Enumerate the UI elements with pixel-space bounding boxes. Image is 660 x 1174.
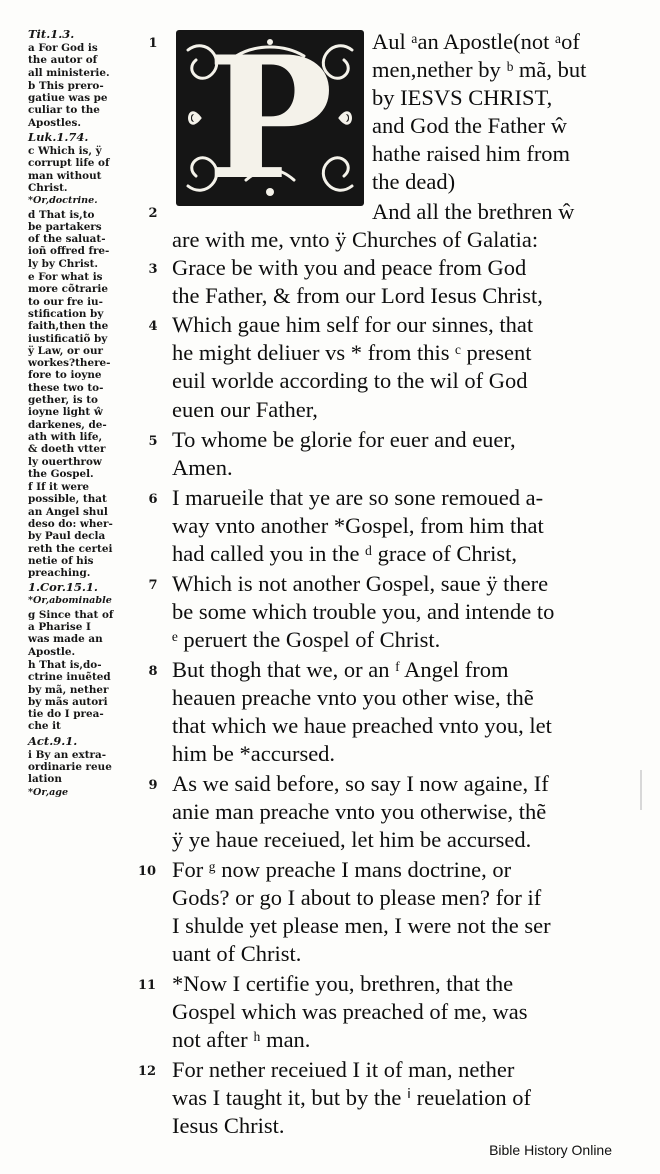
- verse-number: 11: [137, 978, 157, 993]
- text-line: heauen preache vnto you other wise, thẽ: [172, 685, 534, 710]
- text-line: was I taught it, but by the ⁱ reuelation of: [172, 1085, 531, 1110]
- note-reference: Tit.1.3.: [28, 27, 75, 41]
- verse-number: 7: [148, 578, 158, 593]
- marginal-notes: [28, 26, 142, 800]
- marginal-note: c Which is, ÿ corrupt life of man without Christ.: [28, 145, 110, 194]
- verse-number: 8: [148, 664, 158, 679]
- marginal-note: g Since that of a Pharise I was made an Apostle.: [28, 608, 114, 658]
- text-line: and God the Father ŵ: [372, 113, 567, 138]
- text-line: ÿ ye haue receiued, let him be accursed.: [172, 827, 532, 852]
- text-line: Grace be with you and peace from God: [172, 255, 527, 280]
- text-line: For nether receiued I it of man, nether: [172, 1057, 515, 1082]
- verse-number: 12: [137, 1064, 157, 1079]
- text-line: men,nether by ᵇ mã, but: [372, 57, 587, 82]
- marginal-note: e For what is more cõtrarie to our fre iu- stification by faith,then the iustificatiõ by ÿ Law, or our workes?there- fore to ioyne these two to- gether, is to ioyne light ŵ darkenes, de- ath with life, & doeth vtter ly ouerthrow the Gospel.: [28, 271, 111, 480]
- initial-letter: P: [206, 19, 334, 217]
- verse-number: 9: [148, 778, 158, 793]
- decorated-initial: [176, 19, 364, 217]
- verse-number: 3: [148, 262, 158, 277]
- text-line: uant of Christ.: [172, 941, 302, 966]
- scan-mark: [640, 770, 642, 810]
- text-line: Which gaue him self for our sinnes, that: [172, 312, 534, 337]
- text-line: Iesus Christ.: [172, 1113, 285, 1138]
- note-reference: 1.Cor.15.1.: [28, 580, 98, 595]
- text-line: Gospel which was preached of me, was: [172, 999, 528, 1024]
- text-line: I shulde yet please men, I were not the ser: [172, 913, 551, 938]
- text-line: As we said before, so say I now againe, If: [172, 771, 549, 796]
- text-line: For ᵍ now preache I mans doctrine, or: [172, 857, 512, 882]
- text-line: not after ʰ man.: [172, 1027, 311, 1052]
- marginal-note: d That is,to be partakers of the saluat- ioñ offred fre- ly by Christ.: [28, 208, 110, 270]
- text-line: *Now I certifie you, brethren, that the: [172, 971, 514, 996]
- note-reference: Luk.1.74.: [28, 130, 89, 145]
- text-line: way vnto another *Gospel, from him that: [172, 513, 544, 538]
- verse-number: 10: [137, 864, 157, 879]
- text-line: Which is not another Gospel, saue ÿ there: [172, 571, 549, 596]
- note-reference: Act.9.1.: [28, 733, 78, 748]
- text-line: Amen.: [172, 455, 233, 480]
- text-line: euen our Father,: [172, 397, 318, 422]
- text-line: that which we haue preached vnto you, let: [172, 713, 552, 738]
- marginal-note: b This prero- gatiue was pe culiar to the Apostles.: [28, 79, 108, 129]
- verse-number: 4: [148, 319, 158, 334]
- watermark: Bible History Online: [489, 1142, 612, 1158]
- verse-number: 2: [148, 206, 158, 221]
- marginal-note: h That is,do- ctrine inuẽted by mã, nether by mãs autori tie do I prea- che it: [28, 658, 111, 733]
- marginal-note: *Or,age: [28, 786, 69, 798]
- text-line: And all the brethren ŵ: [372, 199, 575, 224]
- text-line: anie man preache vnto you otherwise, thẽ: [172, 799, 547, 824]
- marginal-note: *Or,abominable: [28, 595, 112, 607]
- text-line: by IESVS CHRIST,: [372, 85, 553, 110]
- text-line: the dead): [372, 169, 456, 194]
- marginal-note: f If it were possible, that an Angel shul deso do: wher- by Paul decla reth the certei netie of his preaching.: [28, 481, 113, 580]
- text-line: be some which trouble you, and intende to: [172, 599, 555, 624]
- text-line: To whome be glorie for euer and euer,: [172, 427, 516, 452]
- verse-number: 6: [148, 492, 158, 507]
- text-line: ᵉ peruert the Gospel of Christ.: [172, 627, 441, 652]
- text-line: I marueile that ye are so sone remoued a-: [172, 485, 544, 510]
- text-line: But thogh that we, or an ᶠ Angel from: [172, 657, 509, 682]
- marginal-note: a For God is the autor of all ministerie.: [28, 42, 110, 79]
- text-line: had called you in the ᵈ grace of Christ,: [172, 541, 518, 566]
- marginal-note: i By an extra- ordinarie reue lation: [28, 748, 112, 786]
- text-line: Aul ᵃan Apostle(not ᵃof: [372, 29, 580, 54]
- text-line: the Father, & from our Lord Iesus Christ,: [172, 283, 543, 308]
- text-line: euil worlde according to the wil of God: [172, 368, 528, 393]
- text-line: him be *accursed.: [172, 741, 336, 766]
- text-line: are with me, vnto ÿ Churches of Galatia:: [172, 227, 539, 252]
- text-line: Gods? or go I about to please men? for if: [172, 885, 542, 910]
- text-line: hathe raised him from: [372, 141, 571, 166]
- text-line: he might deliuer vs * from this ᶜ present: [172, 340, 532, 365]
- verse-number: 1: [148, 36, 158, 51]
- verse-number: 5: [148, 434, 158, 449]
- marginal-note: *Or,doctrine.: [28, 195, 98, 207]
